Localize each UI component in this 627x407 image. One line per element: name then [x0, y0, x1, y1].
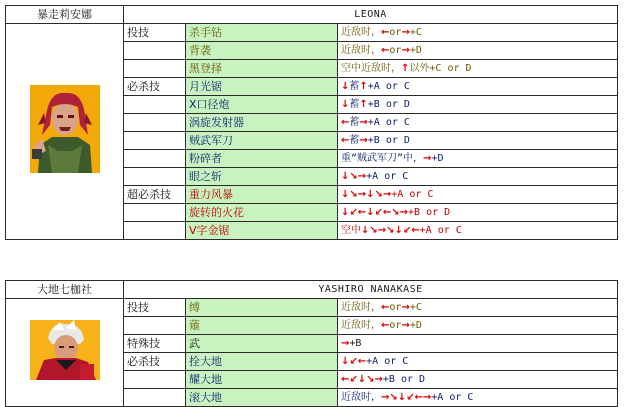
command-text: 空中 [341, 225, 361, 236]
direction-arrow-icon: ← [341, 117, 350, 128]
character-portrait [6, 299, 124, 407]
move-name: 背袭 [186, 42, 338, 60]
command-text: or [389, 320, 402, 331]
character-name: 暴走莉安娜 [6, 6, 124, 24]
move-command [338, 222, 618, 240]
move-category [124, 42, 186, 60]
move-table-leona [5, 5, 618, 240]
direction-arrow-icon: ↑ [359, 81, 368, 92]
move-name: 月光锯 [186, 78, 338, 96]
move-name: V字金锯 [186, 222, 338, 240]
direction-arrow-icon: ← [381, 320, 390, 331]
move-table-yashiro [5, 280, 618, 407]
move-category: 必杀技 [124, 78, 186, 96]
command-text: 空中近敌时， [341, 63, 401, 74]
direction-arrow-icon: → [401, 27, 410, 38]
move-command [338, 150, 618, 168]
header-row [6, 6, 618, 24]
move-name: 武 [186, 335, 338, 353]
character-title: YASHIRO NANAKASE [124, 281, 618, 299]
command-text: 近敌时， [341, 392, 381, 403]
move-category [124, 96, 186, 114]
direction-arrow-icon: ← [381, 27, 390, 38]
command-text: or [389, 45, 402, 56]
direction-arrow-icon: → [401, 45, 410, 56]
move-row [6, 299, 618, 317]
direction-arrow-icon: ↓ [341, 81, 350, 92]
move-command [338, 371, 618, 389]
command-text: +A or C [431, 392, 474, 403]
direction-arrow-icon: ↓↙← [341, 356, 367, 367]
direction-arrow-icon: ↓↙←↓↙←↘→ [341, 207, 409, 218]
direction-arrow-icon: →↘↓↙←→ [381, 392, 432, 403]
move-category [124, 150, 186, 168]
move-row [6, 24, 618, 42]
move-name: 杀手钻 [186, 24, 338, 42]
header-row [6, 281, 618, 299]
move-category: 必杀技 [124, 353, 186, 371]
move-command [338, 78, 618, 96]
move-command [338, 24, 618, 42]
move-command [338, 132, 618, 150]
command-text: 近敌时， [341, 320, 381, 331]
move-command [338, 389, 618, 407]
character-name: 大地七枷社 [6, 281, 124, 299]
command-text: 重“贼武军刀”中， [341, 153, 424, 164]
command-text: 蓄 [349, 135, 360, 146]
leona-portrait-image [30, 85, 100, 173]
move-command [338, 186, 618, 204]
command-text: +C [409, 27, 422, 38]
move-command [338, 60, 618, 78]
move-name: 旋转的火花 [186, 204, 338, 222]
direction-arrow-icon: ↑ [359, 99, 368, 110]
move-command [338, 299, 618, 317]
move-category [124, 132, 186, 150]
command-text: +D [431, 153, 444, 164]
move-name: 粉碎者 [186, 150, 338, 168]
move-name: 重力风暴 [186, 186, 338, 204]
move-name: 薙 [186, 317, 338, 335]
direction-arrow-icon: ← [341, 135, 350, 146]
move-name: 缚 [186, 299, 338, 317]
direction-arrow-icon: ↓↘→↘↓↙← [361, 225, 420, 236]
move-category: 投技 [124, 299, 186, 317]
move-command [338, 114, 618, 132]
direction-arrow-icon: ← [381, 302, 390, 313]
character-portrait [6, 24, 124, 240]
move-name: 眼之斩 [186, 168, 338, 186]
direction-arrow-icon: ↓↘→ [341, 171, 367, 182]
move-category: 特殊技 [124, 335, 186, 353]
direction-arrow-icon: → [423, 153, 432, 164]
move-category [124, 168, 186, 186]
move-category [124, 222, 186, 240]
move-name: 黑登择 [186, 60, 338, 78]
command-text: +B or D [382, 374, 426, 385]
move-command [338, 317, 618, 335]
yashiro-portrait-image [30, 320, 100, 380]
character-title: LEONA [124, 6, 618, 24]
move-name: 滚大地 [186, 389, 338, 407]
command-text: +A or C [391, 189, 434, 200]
command-text: +D [409, 45, 422, 56]
move-category [124, 371, 186, 389]
direction-arrow-icon: ← [381, 45, 390, 56]
command-text: +A or C [366, 171, 409, 182]
move-category [124, 317, 186, 335]
direction-arrow-icon: → [359, 117, 368, 128]
direction-arrow-icon: ↓↘→↓↘→ [341, 189, 392, 200]
move-name: 拴大地 [186, 353, 338, 371]
command-text: 近敌时， [341, 27, 381, 38]
direction-arrow-icon: → [341, 338, 350, 349]
move-command [338, 335, 618, 353]
command-text: +A or C [366, 356, 409, 367]
command-text: 蓄 [349, 117, 360, 128]
move-command [338, 96, 618, 114]
direction-arrow-icon: ←↙↓↘→ [341, 374, 383, 385]
command-text: +B or D [367, 135, 410, 146]
move-command [338, 42, 618, 60]
direction-arrow-icon: ↑ [401, 63, 410, 74]
command-text: +A or C [367, 81, 410, 92]
command-text: 近敌时， [341, 302, 381, 313]
move-name: 涡旋发射器 [186, 114, 338, 132]
move-command [338, 353, 618, 371]
command-text: 蓄 [349, 81, 360, 92]
command-text: +A or C [419, 225, 462, 236]
command-text: +A or C [367, 117, 410, 128]
direction-arrow-icon: → [401, 320, 410, 331]
command-text: +B or D [367, 99, 410, 110]
move-category [124, 114, 186, 132]
command-text: or [389, 302, 402, 313]
command-text: or [389, 27, 402, 38]
command-text: 以外+C or D [409, 63, 472, 74]
command-text: +D [409, 320, 422, 331]
move-category: 投技 [124, 24, 186, 42]
move-category [124, 389, 186, 407]
direction-arrow-icon: → [401, 302, 410, 313]
move-category [124, 60, 186, 78]
command-text: 近敌时， [341, 45, 381, 56]
direction-arrow-icon: → [359, 135, 368, 146]
move-command [338, 168, 618, 186]
move-name: 贼武军刀 [186, 132, 338, 150]
move-category [124, 204, 186, 222]
command-text: +B or D [408, 207, 451, 218]
command-text: 蓄 [349, 99, 360, 110]
move-name: 耀大地 [186, 371, 338, 389]
command-text: +B [349, 338, 362, 349]
move-category: 超必杀技 [124, 186, 186, 204]
move-name: X口径炮 [186, 96, 338, 114]
command-text: +C [409, 302, 422, 313]
direction-arrow-icon: ↓ [341, 99, 350, 110]
move-command [338, 204, 618, 222]
